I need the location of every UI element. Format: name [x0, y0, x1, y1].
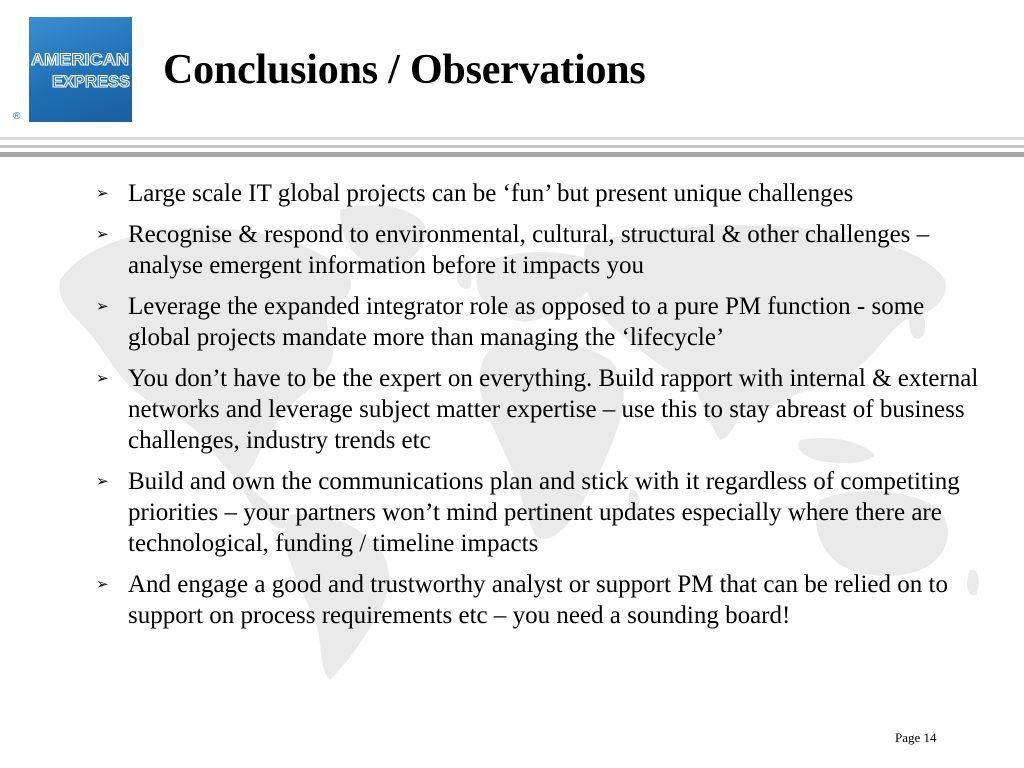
- header-rule-dark: [0, 152, 1024, 157]
- bullet-item: [96, 219, 991, 281]
- arrowhead-bullet-icon: ➢: [96, 369, 109, 387]
- arrowhead-bullet-icon: ➢: [96, 472, 109, 490]
- bullet-item: [96, 178, 991, 209]
- bullet-text: And engage a good and trustworthy analyst or support PM that can be relied on to support on process requirements etc – you need a sounding board!: [128, 571, 948, 629]
- arrowhead-bullet-icon: ➢: [96, 297, 109, 315]
- bullet-item: [96, 466, 991, 559]
- bullet-item: [96, 291, 991, 353]
- american-express-logo: [29, 17, 132, 122]
- slide-title: Conclusions / Observations: [163, 47, 646, 93]
- bullet-text: Leverage the expanded integrator role as opposed to a pure PM function - some global projects mandate more than managing the ‘lifecycle’: [128, 293, 925, 351]
- bullet-item: [96, 569, 991, 631]
- logo-line-express: EXPRESS: [52, 72, 130, 91]
- bullet-text: You don’t have to be the expert on everything. Build rapport with internal & external networks and leverage subject matter expertise – use this to stay abreast of business challenges, industry trends etc: [128, 365, 979, 454]
- bullet-text: Recognise & respond to environmental, cultural, structural & other challenges – analyse emergent information before it impacts you: [128, 221, 930, 279]
- conclusions-bullet-list: [96, 178, 991, 641]
- arrowhead-bullet-icon: ➢: [96, 225, 109, 243]
- header-rule-light: [0, 137, 1024, 140]
- header-rule-mid: [0, 145, 1024, 148]
- arrowhead-bullet-icon: ➢: [96, 184, 109, 202]
- registered-trademark-mark: ®: [13, 111, 21, 122]
- logo-line-american: AMERICAN: [31, 50, 129, 69]
- bullet-text: Large scale IT global projects can be ‘fun’ but present unique challenges: [128, 180, 854, 207]
- bullet-item: [96, 363, 991, 456]
- bullet-text: Build and own the communications plan and stick with it regardless of competiting priorities – your partners won’t mind pertinent updates especially where there are technological, funding / timeline impacts: [128, 468, 960, 557]
- page-number: Page 14: [895, 730, 937, 745]
- arrowhead-bullet-icon: ➢: [96, 575, 109, 593]
